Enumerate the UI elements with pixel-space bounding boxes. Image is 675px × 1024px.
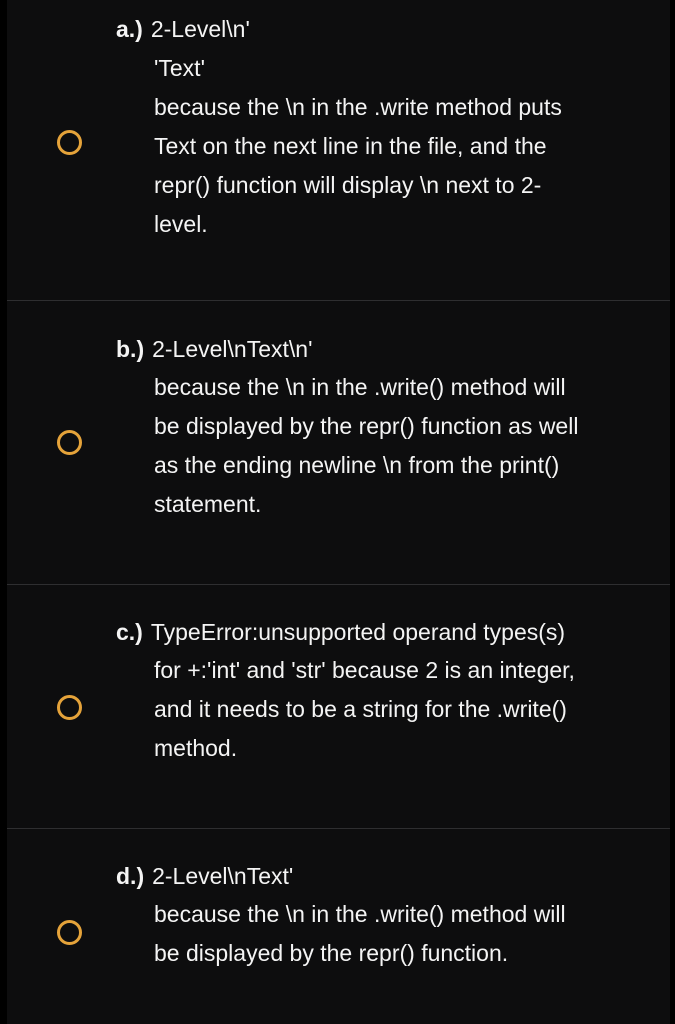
option-c-line: for +:'int' and 'str' because 2 is an integer, [154, 657, 575, 683]
option-c-heading-text: TypeError:unsupported operand types(s) [150, 619, 566, 645]
option-a-line: because the \n in the .write method puts [154, 94, 562, 120]
option-b-body [154, 368, 654, 524]
option-d-heading [116, 857, 293, 896]
option-a-heading-text: 2-Level\n' [150, 16, 250, 42]
option-d-radio-icon[interactable] [57, 920, 82, 945]
option-a-letter: a.) [116, 16, 143, 42]
option-d-letter: d.) [116, 863, 145, 889]
option-d-line: be displayed by the repr() function. [154, 940, 509, 966]
option-a-body [154, 49, 654, 244]
option-c-heading [116, 613, 565, 652]
option-b-letter: b.) [116, 336, 145, 362]
option-a-heading [116, 10, 250, 49]
option-a-line: level. [154, 211, 208, 237]
option-a-line: Text on the next line in the file, and the [154, 133, 547, 159]
option-d-body [154, 895, 654, 973]
option-b-line: be displayed by the repr() function as well [154, 413, 579, 439]
option-c-radio-icon[interactable] [57, 695, 82, 720]
option-b-line: as the ending newline \n from the print() [154, 452, 560, 478]
option-c-letter: c.) [116, 619, 143, 645]
option-b-heading [116, 330, 312, 369]
option-b-line: statement. [154, 491, 262, 517]
option-b-heading-text: 2-Level\nText\n' [152, 336, 313, 362]
option-a-radio-icon[interactable] [57, 130, 82, 155]
option-a-line: repr() function will display \n next to 2- [154, 172, 542, 198]
option-b-line: because the \n in the .write() method will [154, 374, 566, 400]
option-d-heading-text: 2-Level\nText' [152, 863, 294, 889]
option-b-radio-icon[interactable] [57, 430, 82, 455]
option-c-line: and it needs to be a string for the .write() [154, 696, 567, 722]
option-a-line: 'Text' [154, 55, 205, 81]
option-d-line: because the \n in the .write() method will [154, 901, 566, 927]
option-c-line: method. [154, 735, 238, 761]
option-c-body [154, 651, 654, 768]
